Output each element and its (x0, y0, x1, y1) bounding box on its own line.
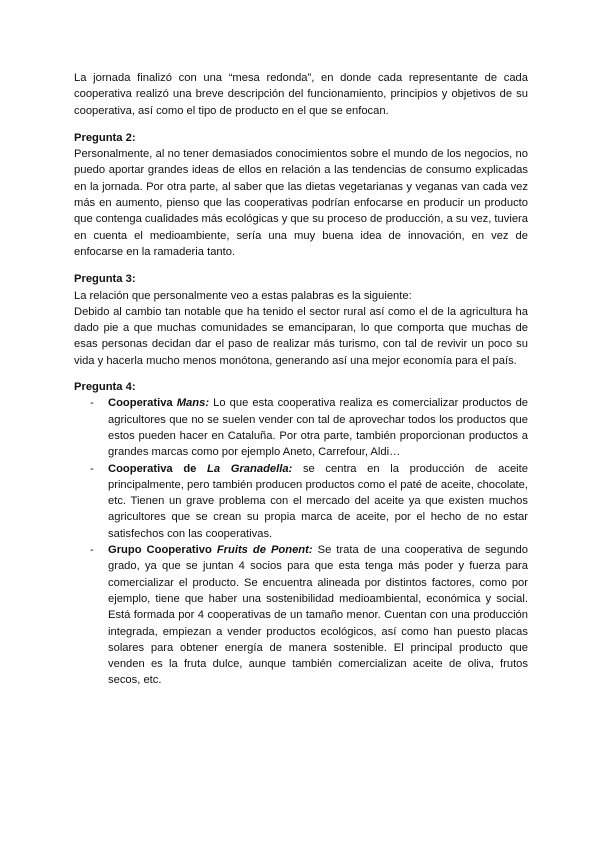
intro-paragraph: La jornada finalizó con una “mesa redonda”, en donde cada representante de cada cooperativa realizó una breve descripción del funcionamiento, principios y objetivos de su cooperativa, así como el tipo de producto en el que se enfocan. (74, 72, 528, 117)
item-prefix: Grupo Cooperativo (108, 544, 217, 557)
item-prefix: Cooperativa (108, 397, 177, 410)
cooperative-name: La Granadella: (207, 462, 293, 475)
question-3-heading: Pregunta 3: (74, 273, 136, 286)
bullet-dash: - (90, 544, 94, 557)
bullet-dash: - (90, 462, 94, 475)
item-prefix: Cooperativa de (108, 462, 208, 475)
list-item-la-granadella (74, 461, 528, 542)
item-description: Lo que esta cooperativa realiza es comercializar productos de agricultores que no se suelen vender con tal de aprovechar todos los productos que estos pueden hacer en Cataluña. Por otra parte, también proporcionan productos a grandes marcas como por ejemplo Aneto, Carrefour, Aldi… (108, 397, 529, 459)
item-description: Se trata de una cooperativa de segundo grado, ya que se juntan 4 socios para que esta tenga más poder y fuerza para comercializar el producto. Se encuentra alineada por distintos factores, como por ejemplo, tiene que haber una sostenibilidad medioambiental, económica y social. Está formada por 4 cooperativas de un tamaño menor. Cuentan con una producción integrada, empiezan a vender productos ecológicos, así como han puesto placas solares para obtener energía de manera sostenible. El principal producto que venden es la fruta dulce, aunque también comercializan aceite de oliva, frutos secos, etc. (108, 544, 528, 687)
list-item-fruits-de-ponent (74, 542, 528, 689)
question-3-intro-line: La relación que personalmente veo a estas palabras es la siguiente: (74, 289, 412, 302)
cooperatives-list (74, 395, 528, 688)
document-page (74, 70, 528, 689)
spacer (74, 369, 528, 379)
spacer (74, 260, 528, 271)
cooperative-name: Fruits de Ponent: (216, 544, 313, 557)
spacer (74, 119, 528, 130)
question-2-answer: Personalmente, al no tener demasiados conocimientos sobre el mundo de los negocios, no puedo aportar grandes ideas de ellos en relación a las tendencias de consumo explicadas en la jornada. Por otra parte, al saber que las dietas vegetarianas y veganas van cada vez más en aumento, pienso que las cooperativas podrían enfocarse en producir un producto que contenga cualidades más ecológicas y que su proceso de producción, a su vez, tuviera en cuenta el medioambiente, sería una muy buena idea de innovación, en vez de enfocarse en la ramaderia tanto. (74, 148, 528, 258)
question-3-answer: Debido al cambio tan notable que ha tenido el sector rural así como el de la agricultura ha dado pie a que muchas comunidades se emanciparan, lo que comporta que muchas de esas personas decidan dar el paso de realizar más turismo, con tal de revivir un poco su vida y hacerla mucho menos monótona, generando así una mejor economía para el país. (74, 305, 528, 367)
item-description: se centra en la producción de aceite principalmente, pero también producen productos como el paté de aceite, chocolate, etc. Tienen un grave problema con el mercado del aceite ya que existen muchos agricultores que se crean su propia marca de aceite, por el hecho de no estar satisfechos con las cooperativas. (108, 462, 528, 540)
list-item-mans (74, 395, 528, 460)
bullet-dash: - (90, 397, 94, 410)
cooperative-name: Mans: (176, 397, 210, 410)
question-4-heading: Pregunta 4: (74, 381, 136, 394)
question-2-heading: Pregunta 2: (74, 131, 136, 144)
